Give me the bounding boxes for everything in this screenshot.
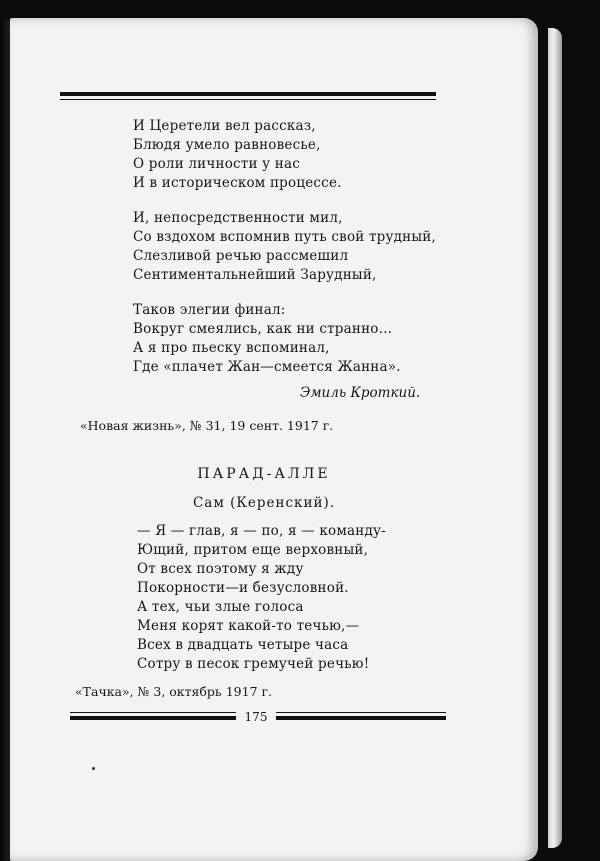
- poem-line: Сотру в песок гремучей речью!: [137, 656, 370, 672]
- poem-line: От всех поэтому я жду: [137, 561, 304, 577]
- poem-line: Всех в двадцать четыре часа: [137, 637, 349, 653]
- poem-line: Со вздохом вспомнив путь свой трудный,: [133, 229, 436, 245]
- poem-line: А тех, чьи злые голоса: [137, 599, 304, 615]
- footer-rule-left: [70, 712, 236, 722]
- poem-line: Сентиментальнейший Зарудный,: [133, 267, 377, 283]
- poem-line: Вокруг смеялись, как ни странно…: [133, 321, 393, 337]
- poem-1-body: [133, 117, 436, 377]
- poem-line: И Церетели вел рассказ,: [133, 118, 316, 134]
- poem-line: — Я — глав, я — по, я — команду-: [137, 523, 386, 539]
- poem-1-stanza-3: [133, 301, 436, 377]
- poem-line: О роли личности у нас: [133, 156, 300, 172]
- poem-line: И, непосредственности мил,: [133, 210, 343, 226]
- poem-line: Меня корят какой-то течью,—: [137, 618, 360, 634]
- poem-line: Покорности—и безусловной.: [137, 580, 349, 596]
- poem-line: Где «плачет Жан—смеется Жанна».: [133, 359, 401, 375]
- poem-2-source: «Тачка», № 3, октябрь 1917 г.: [75, 684, 273, 699]
- poem-line: Блюдя умело равновесье,: [133, 137, 321, 153]
- page-number: 175: [244, 710, 268, 724]
- poem-line: Слезливой речью рассмешил: [133, 248, 349, 264]
- page-footer: [70, 706, 446, 730]
- header-rule: [60, 92, 436, 100]
- poem-1-stanza-1: [133, 117, 436, 193]
- author-signature: Эмиль Кроткий.: [300, 385, 421, 401]
- poem-1-source: «Новая жизнь», № 31, 19 сент. 1917 г.: [80, 418, 334, 433]
- poem-line: Ющий, притом еще верховный,: [137, 542, 369, 558]
- page-edge: [548, 28, 562, 848]
- poem-line: Таков элегии финал:: [133, 302, 286, 318]
- poem-2-subtitle: Сам (Керенский).: [192, 495, 336, 511]
- poem-2-title: ПАРАД-АЛЛЕ: [197, 466, 331, 482]
- footer-rule-right: [276, 712, 446, 722]
- poem-1-stanza-2: [133, 209, 436, 285]
- poem-line: А я про пьеску вспоминал,: [133, 340, 330, 356]
- poem-line: И в историческом процессе.: [133, 175, 342, 191]
- print-speck: [92, 767, 95, 770]
- poem-2-body: [137, 522, 386, 674]
